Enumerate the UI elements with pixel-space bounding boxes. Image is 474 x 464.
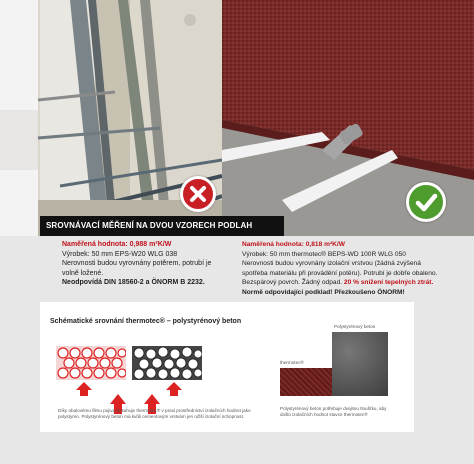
left-product: Výrobek: 50 mm EPS-W20 WLG 038 xyxy=(62,250,178,258)
schematic-panel xyxy=(40,302,414,432)
left-note-2: volně ložené. xyxy=(62,269,104,277)
left-description xyxy=(62,240,234,288)
caption-left-line-2: polystyren. Polystyrénový beton má kvůli cementovým vrstvám jen nižší izolační schopnost. xyxy=(58,414,245,419)
left-measured-value: Naměřená hodnota: 0,988 m²K/W xyxy=(62,241,172,248)
cross-badge xyxy=(180,176,216,212)
right-note-3 xyxy=(242,278,470,288)
cross-icon xyxy=(183,179,213,209)
caption-right-line-2: došlo izolačních hodnot stavce thermotec® xyxy=(280,412,368,417)
left-note-1: Nerovnosti budou vyrovnány potěrem, potrubí je xyxy=(62,260,212,268)
thermotec-granule-schematic xyxy=(56,346,126,380)
check-icon xyxy=(409,185,443,219)
label-polystyrene-concrete: Polystyrénový beton xyxy=(334,324,376,329)
right-note-2: spotřeba materiálu při provádění potěru). Potrubí je dobře obaleno. xyxy=(242,269,438,277)
right-note-1: Nerovnosti budou vyrovnány izolační vrstvou (žádná zvýšená xyxy=(242,260,421,268)
right-heat-loss: 20 % snížení tepelných ztrát. xyxy=(343,279,434,287)
right-compliance: Normě odpovídající podklad! Přezkoušeno ÖNORM! xyxy=(242,288,405,296)
polystyrene-concrete-block xyxy=(332,332,388,396)
thermotec-block xyxy=(280,368,332,396)
right-product: Výrobek: 50 mm thermotec® BEPS-WD 100R WLG 050 xyxy=(242,250,406,258)
check-badge xyxy=(406,182,446,222)
caption-left-line-1: Díky obalovému filmu pojiva dosahuje thermotec® v praxi prostřednictví izolačních hodnot jako xyxy=(58,408,251,413)
caption-right-line-1: Polystyrénový beton potřebuje dvojitou tloušťku, aby xyxy=(280,406,387,411)
caption-left xyxy=(58,408,258,420)
right-description xyxy=(242,240,470,298)
polystyrene-concrete-schematic xyxy=(132,346,202,380)
right-note-3-a: Bezspárový povrch. Žádný odpad. xyxy=(242,279,344,287)
right-floor-photo xyxy=(222,0,474,236)
right-measured-value: Naměřená hodnota: 0,818 m²K/W xyxy=(242,241,345,248)
left-floor-photo xyxy=(0,0,222,236)
panel-title: Schématické srovnání thermotec® – polystyrénový beton xyxy=(50,318,242,325)
left-compliance: Neodpovídá DIN 18560-2 a ÖNORM B 2232. xyxy=(62,279,205,287)
caption-right xyxy=(280,406,410,418)
label-thermotec: thermotec® xyxy=(280,360,304,365)
comparison-banner: SROVNÁVACÍ MĚŘENÍ NA DVOU VZORECH PODLAH xyxy=(40,216,284,236)
